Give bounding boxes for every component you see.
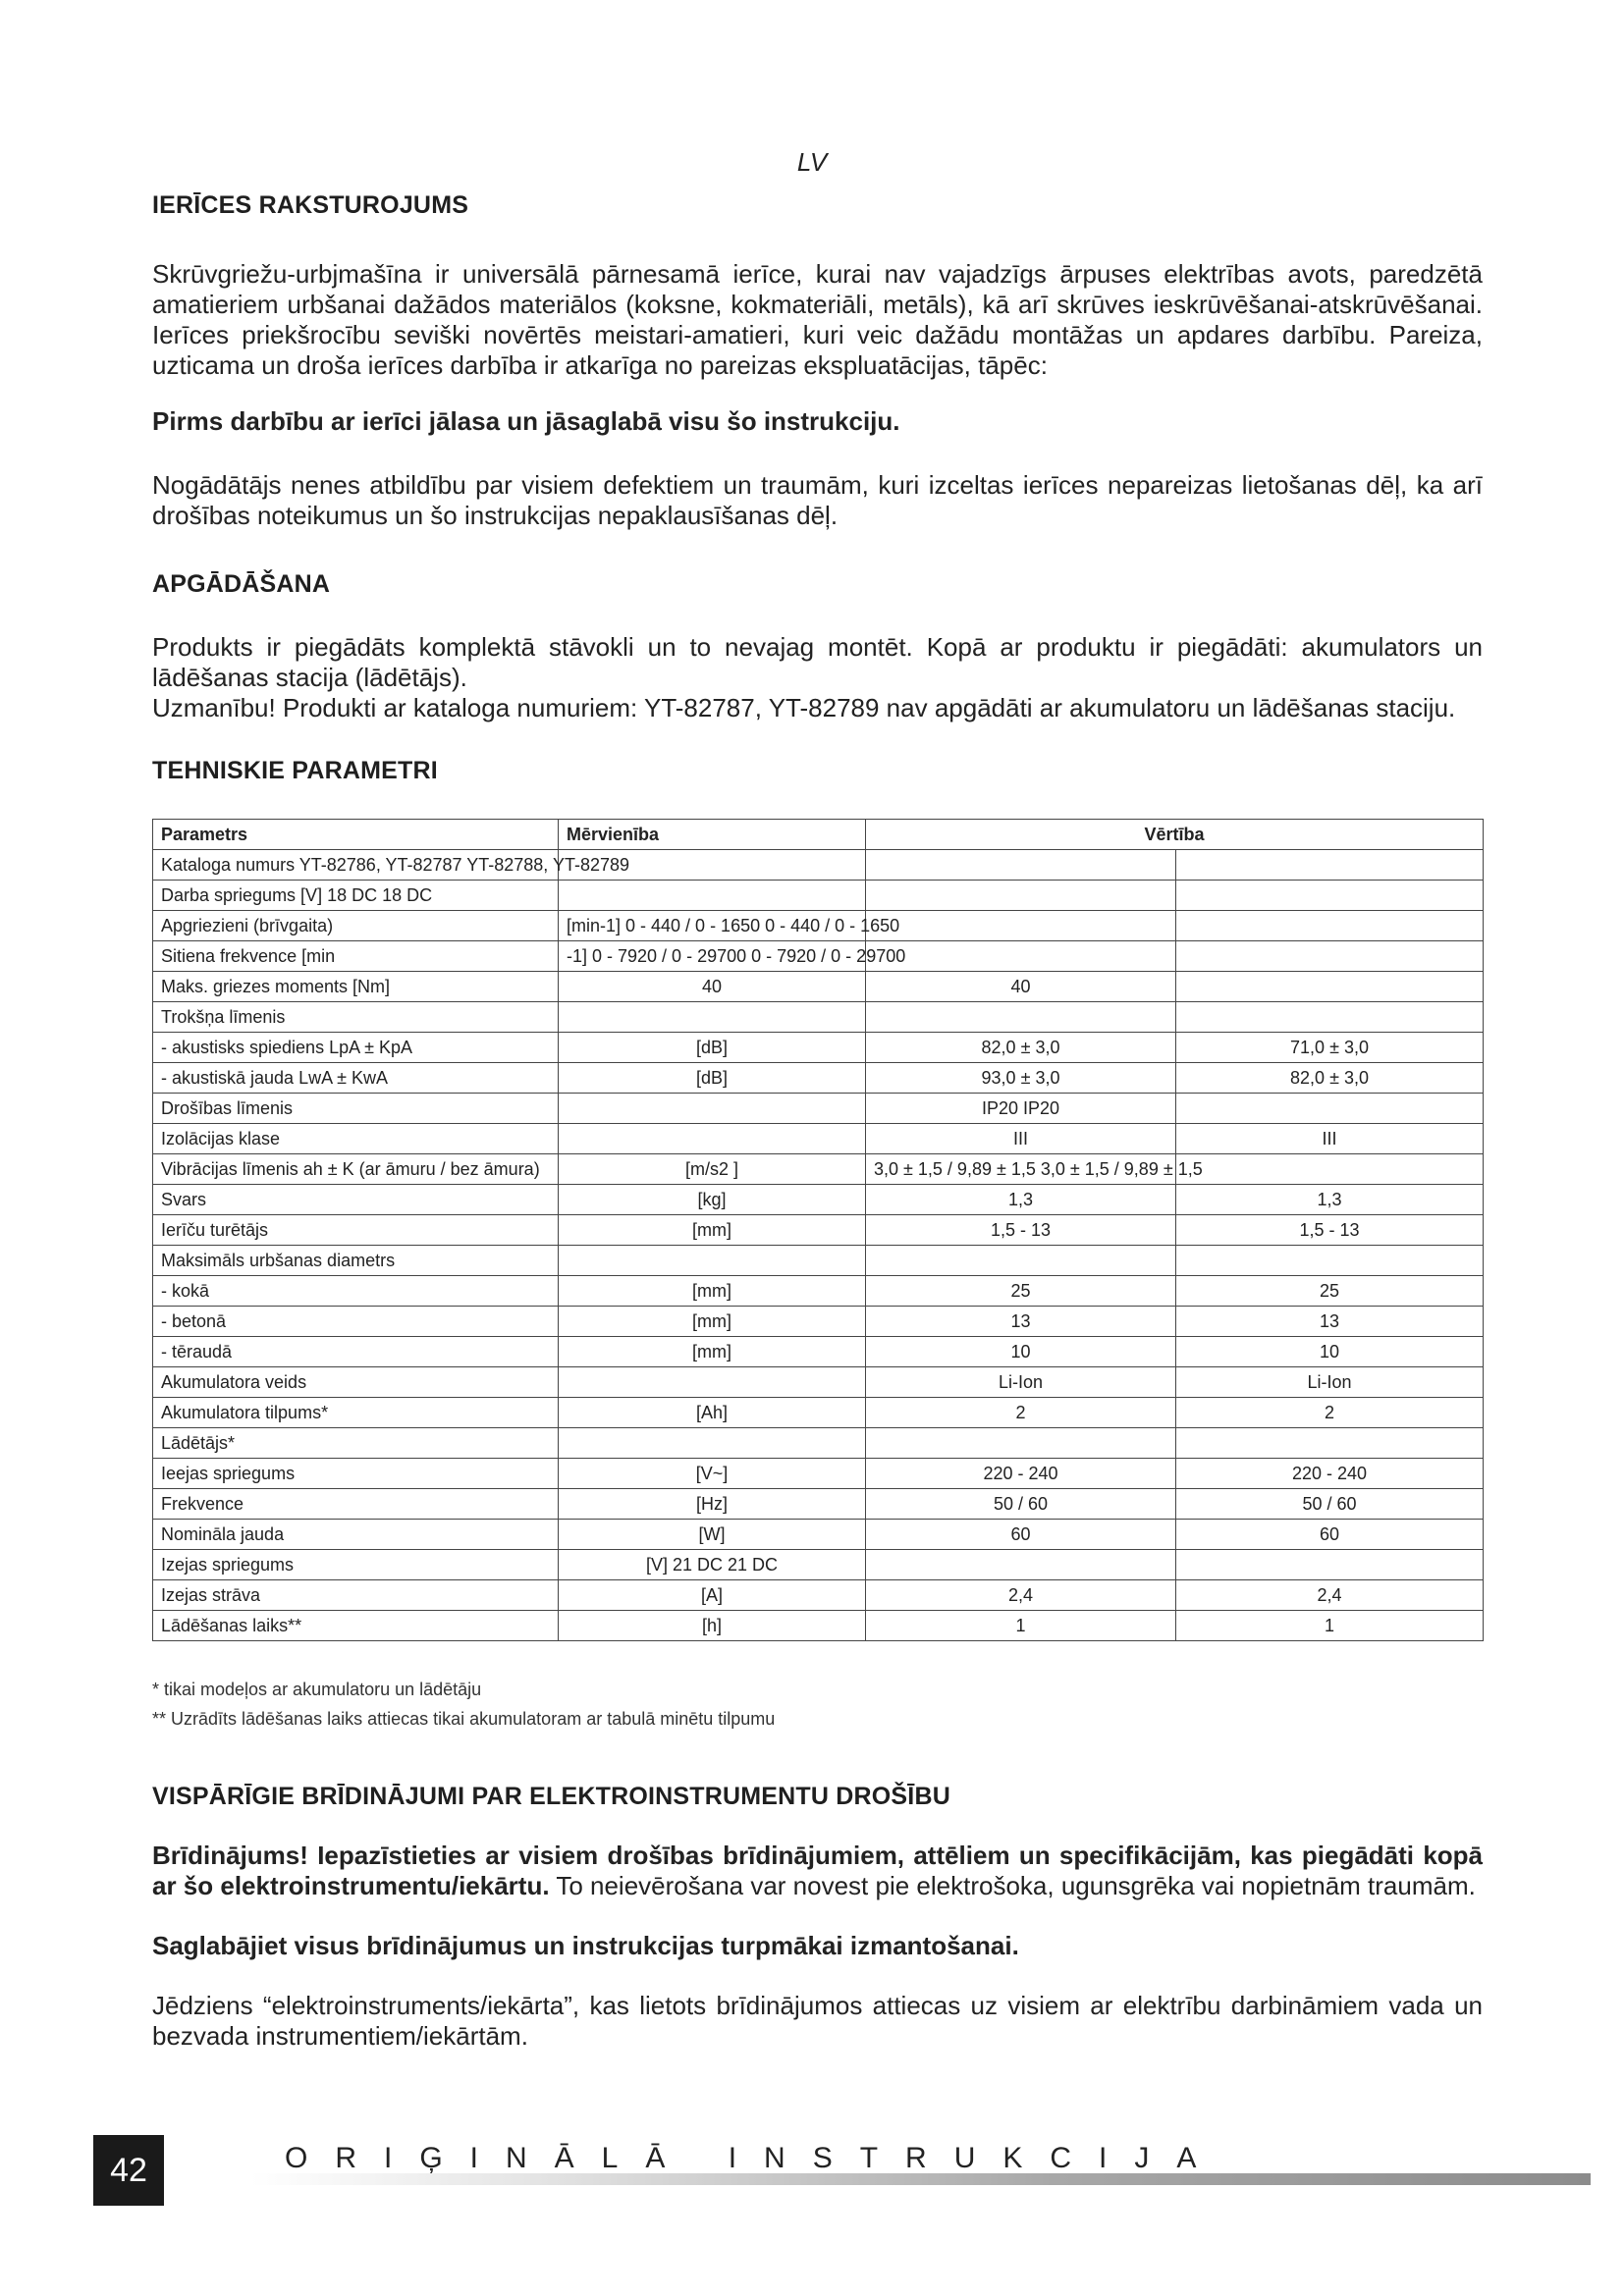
unit-cell: [mm] [559, 1337, 866, 1367]
value-cell-1: IP20 IP20 [866, 1094, 1176, 1124]
value-cell-2 [1176, 1246, 1484, 1276]
table-row [153, 850, 1484, 881]
table-body [153, 850, 1484, 1641]
value-cell-1: 2,4 [866, 1580, 1176, 1611]
unit-cell [559, 1002, 866, 1033]
value-cell-1: 1,5 - 13 [866, 1215, 1176, 1246]
value-cell-2: 82,0 ± 3,0 [1176, 1063, 1484, 1094]
definition-paragraph: Jēdziens “elektroinstruments/iekārta”, kas lietots brīdinājumos attiecas uz visiem ar elektrību darbināmiem vada un bezvada instrumentiem/iekārtām. [152, 1991, 1483, 2051]
warning-bold-text: Brīdinājums! Iepazīstieties ar visiem drošības brīdinājumiem, attēliem un specifikācijām, kas piegādāti kopā ar šo elektroinstrumentu/iekārtu. [152, 1841, 1483, 1900]
unit-cell: [mm] [559, 1215, 866, 1246]
value-cell-1: 1,3 [866, 1185, 1176, 1215]
param-cell: Ieejas spriegums [153, 1459, 559, 1489]
value-cell-2 [1176, 972, 1484, 1002]
unit-cell [559, 1428, 866, 1459]
param-cell: Vibrācijas līmenis ah ± K (ar āmuru / bez āmura) [153, 1154, 559, 1185]
table-row [153, 972, 1484, 1002]
param-cell: Frekvence [153, 1489, 559, 1520]
value-cell-1: 82,0 ± 3,0 [866, 1033, 1176, 1063]
section-title-delivery: APGĀDĀŠANA [152, 570, 331, 598]
value-cell-1 [866, 850, 1176, 881]
table-row [153, 1520, 1484, 1550]
param-cell: Izejas strāva [153, 1580, 559, 1611]
value-cell-2: III [1176, 1124, 1484, 1154]
unit-cell: [A] [559, 1580, 866, 1611]
table-header-row [153, 820, 1484, 850]
param-cell: Izejas spriegums [153, 1550, 559, 1580]
value-cell-2: 220 - 240 [1176, 1459, 1484, 1489]
value-cell-2: 50 / 60 [1176, 1489, 1484, 1520]
param-cell: Ierīču turētājs [153, 1215, 559, 1246]
header-value: Vērtība [866, 820, 1484, 850]
param-cell: Sitiena frekvence [min [153, 941, 559, 972]
keep-warnings-notice: Saglabājiet visus brīdinājumus un instrukcijas turpmākai izmantošanai. [152, 1931, 1019, 1960]
table-row [153, 1550, 1484, 1580]
warning-rest-text: To neievērošana var novest pie elektrošoka, ugunsgrēka vai nopietnām traumām. [549, 1871, 1476, 1900]
characteristics-paragraph: Skrūvgriežu-urbjmašīna ir universālā pārnesamā ierīce, kurai nav vajadzīgs ārpuses elektrības avots, paredzētā amatieriem urbšanai dažādos materiālos (koksne, kokmateriāli, metāls), kā arī skrūves ieskrūvēšanai-atskrūvēšanai. Ierīces priekšrocību seviški novērtēs meistari-amatieri, kuri veic dažādu montāžas un apdares darbību. Pareiza, uzticama un droša ierīces darbība ir atkarīga no pareizas ekspluatācijas, tāpēc: [152, 259, 1483, 380]
section-title-characteristics: IERĪCES RAKSTUROJUMS [152, 191, 469, 219]
header-parameter: Parametrs [153, 820, 559, 850]
value-cell-1 [866, 1428, 1176, 1459]
unit-cell: [V] 21 DC 21 DC [559, 1550, 866, 1580]
param-cell: Akumulatora tilpums* [153, 1398, 559, 1428]
table-row [153, 1367, 1484, 1398]
value-cell-2 [1176, 941, 1484, 972]
value-cell-2: 1 [1176, 1611, 1484, 1641]
param-cell: Maks. griezes moments [Nm] [153, 972, 559, 1002]
table-row [153, 1276, 1484, 1307]
param-cell: Izolācijas klase [153, 1124, 559, 1154]
unit-cell: 40 [559, 972, 866, 1002]
value-cell-1 [866, 941, 1176, 972]
value-cell-1: 40 [866, 972, 1176, 1002]
table-row [153, 1033, 1484, 1063]
param-cell: Drošības līmenis [153, 1094, 559, 1124]
table-row [153, 1246, 1484, 1276]
table-row [153, 911, 1484, 941]
param-cell: - kokā [153, 1276, 559, 1307]
value-cell-1 [866, 911, 1176, 941]
value-cell-2: 2,4 [1176, 1580, 1484, 1611]
param-cell: Kataloga numurs YT-82786, YT-82787 YT-82788, YT-82789 [153, 850, 559, 881]
table-row [153, 1185, 1484, 1215]
param-cell: Maksimāls urbšanas diametrs [153, 1246, 559, 1276]
value-cell-1: 50 / 60 [866, 1489, 1176, 1520]
section-title-technical-parameters: TEHNISKIE PARAMETRI [152, 757, 438, 784]
value-cell-2: Li-Ion [1176, 1367, 1484, 1398]
table-row [153, 1459, 1484, 1489]
value-cell-2: 13 [1176, 1307, 1484, 1337]
unit-cell: [h] [559, 1611, 866, 1641]
unit-cell: [min-1] 0 - 440 / 0 - 1650 0 - 440 / 0 - 1650 [559, 911, 866, 941]
unit-cell: -1] 0 - 7920 / 0 - 29700 0 - 7920 / 0 - 29700 [559, 941, 866, 972]
param-cell: Svars [153, 1185, 559, 1215]
table-row [153, 1489, 1484, 1520]
param-cell: Akumulatora veids [153, 1367, 559, 1398]
unit-cell: [Ah] [559, 1398, 866, 1428]
technical-parameters-table [152, 819, 1484, 1641]
value-cell-2 [1176, 1428, 1484, 1459]
value-cell-1 [866, 1002, 1176, 1033]
liability-paragraph: Nogādātājs nenes atbildību par visiem defektiem un traumām, kuri izceltas ierīces nepareizas lietošanas dēļ, ka arī drošības noteikumus un šo instrukcijas nepaklausīšanas dēļ. [152, 470, 1483, 530]
footnote-1: * tikai modeļos ar akumulatoru un lādētāju [152, 1680, 482, 1699]
unit-cell [559, 1367, 866, 1398]
value-cell-1: Li-Ion [866, 1367, 1176, 1398]
table-row [153, 1094, 1484, 1124]
param-cell: Lādēšanas laiks** [153, 1611, 559, 1641]
table-row [153, 1428, 1484, 1459]
header-unit: Mērvienība [559, 820, 866, 850]
table-row [153, 1611, 1484, 1641]
unit-cell: [m/s2 ] [559, 1154, 866, 1185]
value-cell-2: 2 [1176, 1398, 1484, 1428]
table-row [153, 1124, 1484, 1154]
unit-cell: [dB] [559, 1063, 866, 1094]
table-row [153, 1063, 1484, 1094]
value-cell-2: 60 [1176, 1520, 1484, 1550]
value-cell-2 [1176, 1002, 1484, 1033]
param-cell: - betonā [153, 1307, 559, 1337]
page-number: 42 [93, 2135, 164, 2206]
value-cell-1: 1 [866, 1611, 1176, 1641]
param-cell: Trokšņa līmenis [153, 1002, 559, 1033]
unit-cell: [kg] [559, 1185, 866, 1215]
unit-cell: [mm] [559, 1307, 866, 1337]
value-cell-2: 25 [1176, 1276, 1484, 1307]
value-cell-1: 3,0 ± 1,5 / 9,89 ± 1,5 3,0 ± 1,5 / 9,89 ± 1,5 [866, 1154, 1176, 1185]
unit-cell: [W] [559, 1520, 866, 1550]
table-row [153, 1580, 1484, 1611]
table-row [153, 941, 1484, 972]
delivery-paragraph: Produkts ir piegādāts komplektā stāvokli un to nevajag montēt. Kopā ar produktu ir piegādāti: akumulators un lādēšanas stacija (lādētājs). [152, 632, 1483, 692]
value-cell-2 [1176, 1550, 1484, 1580]
value-cell-2 [1176, 881, 1484, 911]
unit-cell [559, 1246, 866, 1276]
section-title-general-warnings: VISPĀRĪGIE BRĪDINĀJUMI PAR ELEKTROINSTRUMENTU DROŠĪBU [152, 1783, 950, 1810]
value-cell-2: 1,5 - 13 [1176, 1215, 1484, 1246]
value-cell-2 [1176, 911, 1484, 941]
unit-cell [559, 1094, 866, 1124]
value-cell-1: 13 [866, 1307, 1176, 1337]
unit-cell: [Hz] [559, 1489, 866, 1520]
unit-cell: [dB] [559, 1033, 866, 1063]
page-language-label: LV [796, 147, 828, 177]
table-row [153, 1154, 1484, 1185]
value-cell-2: 1,3 [1176, 1185, 1484, 1215]
value-cell-1: 220 - 240 [866, 1459, 1176, 1489]
footer-title: ORIĢINĀLĀ INSTRUKCIJA [285, 2142, 1224, 2174]
param-cell: - akustiskā jauda LwA ± KwA [153, 1063, 559, 1094]
value-cell-1: 93,0 ± 3,0 [866, 1063, 1176, 1094]
param-cell: - akustisks spiediens LpA ± KpA [153, 1033, 559, 1063]
delivery-attention-paragraph: Uzmanību! Produkti ar kataloga numuriem: YT-82787, YT-82789 nav apgādāti ar akumulatoru un lādēšanas staciju. [152, 693, 1456, 722]
unit-cell: [V~] [559, 1459, 866, 1489]
page-content [152, 191, 1483, 2052]
table-row [153, 881, 1484, 911]
read-instructions-notice: Pirms darbību ar ierīci jālasa un jāsaglabā visu šo instrukciju. [152, 406, 900, 436]
value-cell-1 [866, 1246, 1176, 1276]
table-row [153, 1398, 1484, 1428]
value-cell-1: III [866, 1124, 1176, 1154]
unit-cell [559, 1124, 866, 1154]
value-cell-1: 10 [866, 1337, 1176, 1367]
table-row [153, 1002, 1484, 1033]
param-cell: Lādētājs* [153, 1428, 559, 1459]
param-cell: - tēraudā [153, 1337, 559, 1367]
value-cell-2 [1176, 1094, 1484, 1124]
param-cell: Darba spriegums [V] 18 DC 18 DC [153, 881, 559, 911]
value-cell-2 [1176, 1154, 1484, 1185]
value-cell-1: 2 [866, 1398, 1176, 1428]
param-cell: Apgriezieni (brīvgaita) [153, 911, 559, 941]
unit-cell: [mm] [559, 1276, 866, 1307]
value-cell-2: 71,0 ± 3,0 [1176, 1033, 1484, 1063]
value-cell-1 [866, 881, 1176, 911]
warning-paragraph [152, 1841, 1483, 1901]
table-row [153, 1215, 1484, 1246]
value-cell-2 [1176, 850, 1484, 881]
value-cell-2: 10 [1176, 1337, 1484, 1367]
table-row [153, 1337, 1484, 1367]
table-row [153, 1307, 1484, 1337]
unit-cell [559, 881, 866, 911]
param-cell: Nomināla jauda [153, 1520, 559, 1550]
table-footnotes [152, 1675, 1483, 1734]
value-cell-1: 25 [866, 1276, 1176, 1307]
footnote-2: ** Uzrādīts lādēšanas laiks attiecas tikai akumulatoram ar tabulā minētu tilpumu [152, 1709, 776, 1729]
value-cell-1: 60 [866, 1520, 1176, 1550]
value-cell-1 [866, 1550, 1176, 1580]
